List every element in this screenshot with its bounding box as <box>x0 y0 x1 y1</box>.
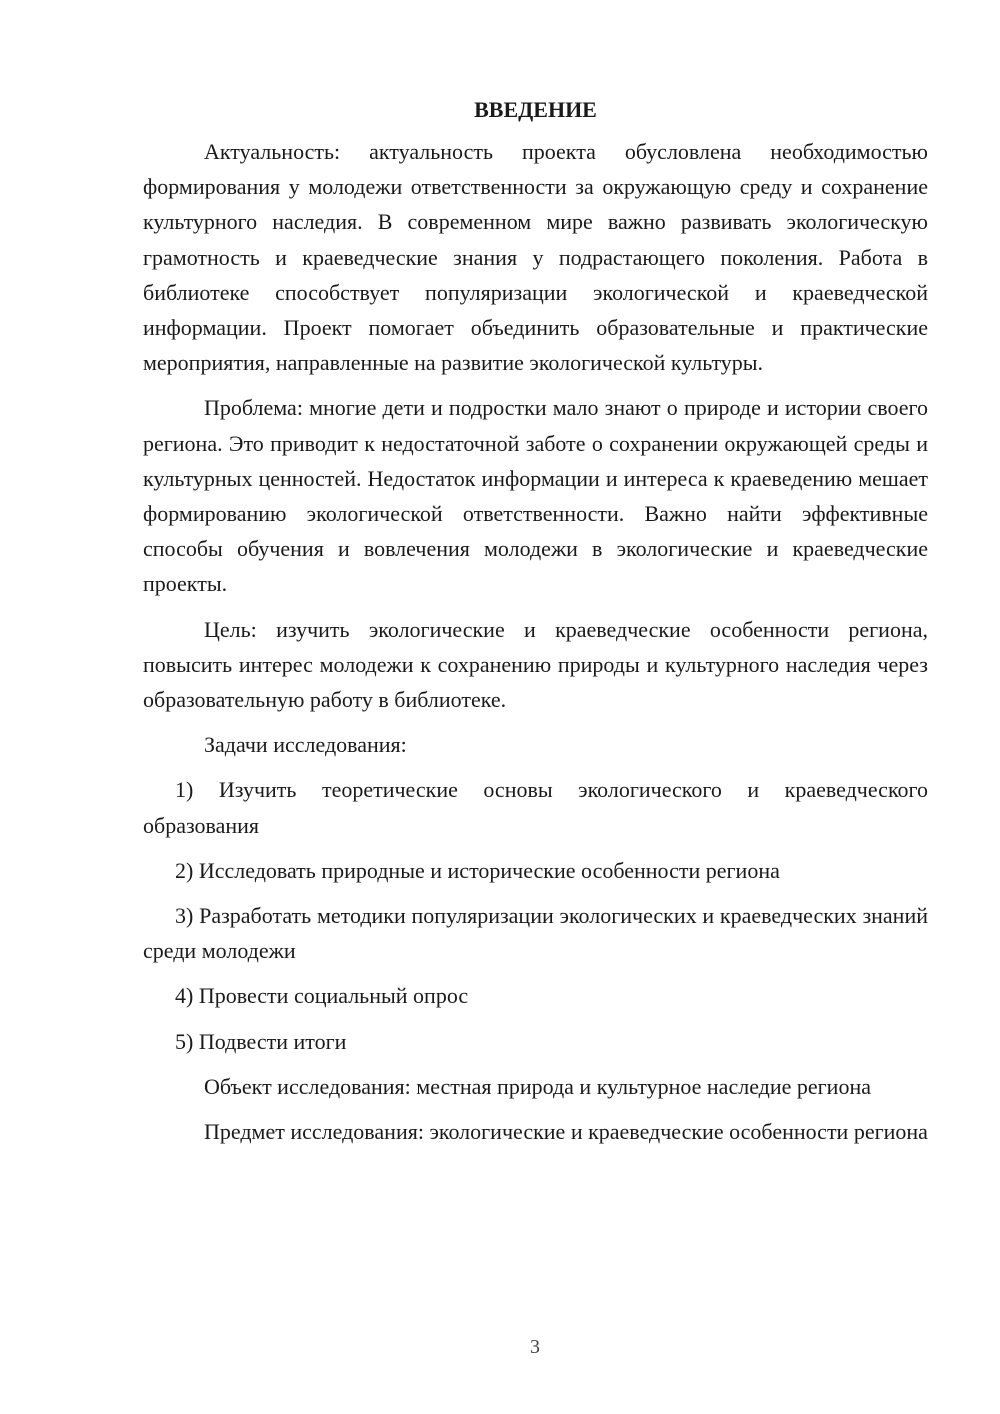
page-number: 3 <box>530 1336 540 1358</box>
goal-paragraph: Цель: изучить экологические и краеведческие особенности региона, повысить интерес молодежи к сохранению природы и культурного наследия через образовательную работу в библиотеке. <box>143 616 928 713</box>
relevance-paragraph: Актуальность: актуальность проекта обусловлена необходимостью формирования у молодежи ответственности за окружающую среду и сохранение культурного наследия. В современном мире важно развивать экологическую грамотность и краеведческие знания у подрастающего поколения. Работа в библиотеке способствует популяризации экологической и краеведческой информации. Проект помогает объединить образовательные и практические мероприятия, направленные на развитие экологической культуры. <box>143 139 928 376</box>
research-subject-paragraph: Предмет исследования: экологические и краеведческие особенности региона <box>204 1119 928 1145</box>
page-content <box>143 95 928 1159</box>
research-object-paragraph: Объект исследования: местная природа и культурное наследие региона <box>204 1073 871 1099</box>
task-item-2: 2) Исследовать природные и исторические особенности региона <box>175 857 780 883</box>
task-item-1: 1) Изучить теоретические основы экологического и краеведческого образования <box>143 777 928 838</box>
task-item-4: 4) Провести социальный опрос <box>175 983 469 1009</box>
task-item-3: 3) Разработать методики популяризации экологических и краеведческих знаний среди молодежи <box>143 903 928 964</box>
task-item-5: 5) Подвести итоги <box>175 1028 347 1054</box>
section-title: ВВЕДЕНИЕ <box>474 97 597 122</box>
tasks-heading: Задачи исследования: <box>204 732 407 758</box>
problem-paragraph: Проблема: многие дети и подростки мало знают о природе и истории своего региона. Это приводит к недостаточной заботе о сохранении окружающей среды и культурных ценностей. Недостаток информации и интереса к краеведению мешает формированию экологической ответственности. Важно найти эффективные способы обучения и вовлечения молодежи в экологические и краеведческие проекты. <box>143 395 928 597</box>
